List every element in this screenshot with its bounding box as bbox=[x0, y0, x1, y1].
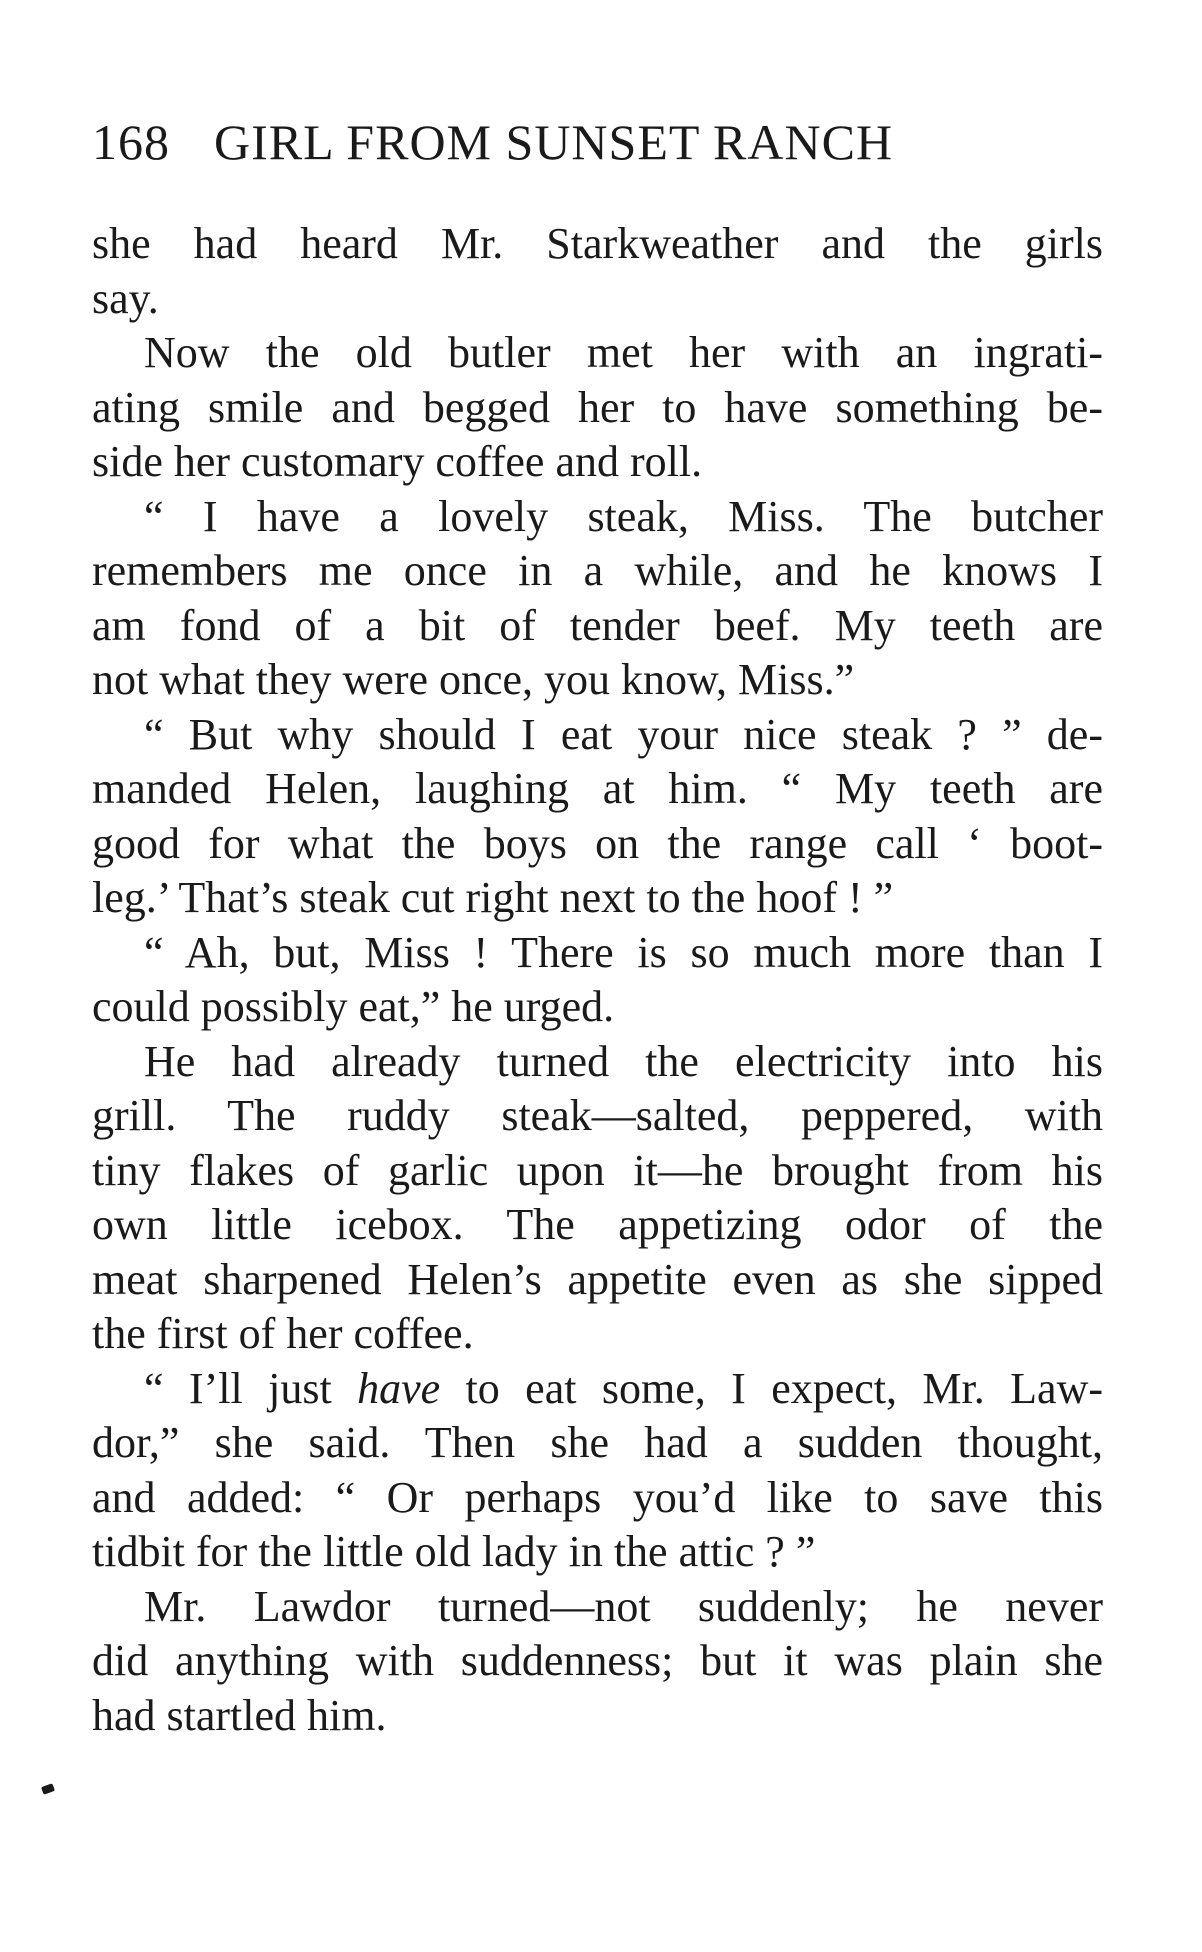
running-title: GIRL FROM SUNSET RANCH bbox=[214, 114, 894, 170]
text-line: Now the old butler met her with an ingrati- bbox=[144, 328, 1103, 377]
text-line: grill. The ruddy steak—salted, peppered, with bbox=[92, 1091, 1103, 1140]
text-line: could possibly eat,” he urged. bbox=[92, 982, 615, 1031]
text-line: meat sharpened Helen’s appetite even as she sipped bbox=[92, 1254, 1103, 1304]
text-line: the first of her coffee. bbox=[92, 1309, 474, 1358]
text-line: side her customary coffee and roll. bbox=[92, 437, 703, 486]
text-line: say. bbox=[92, 273, 159, 323]
text-line: manded Helen, laughing at him. “ My teeth are bbox=[92, 764, 1103, 813]
page-number: 168 bbox=[92, 114, 170, 170]
text-line-with-italic bbox=[92, 1362, 1103, 1417]
text-line: dor,” she said. Then she had a sudden thought, bbox=[92, 1418, 1103, 1467]
text-line: “ But why should I eat your nice steak ? ” de- bbox=[144, 709, 1103, 759]
text-line: had startled him. bbox=[92, 1690, 387, 1740]
text-line: and added: “ Or perhaps you’d like to save this bbox=[92, 1472, 1103, 1522]
text-line: “ Ah, but, Miss ! There is so much more than I bbox=[144, 927, 1103, 977]
italic-word: have bbox=[357, 1363, 441, 1413]
text-line: Mr. Lawdor turned—not suddenly; he never bbox=[144, 1581, 1103, 1631]
text-line: tidbit for the little old lady in the attic ? ” bbox=[92, 1527, 816, 1576]
text-line: own little icebox. The appetizing odor of the bbox=[92, 1200, 1103, 1249]
ink-speck bbox=[41, 1783, 55, 1795]
text-run: to eat some, I expect, Mr. Law- bbox=[440, 1363, 1104, 1413]
text-line: ating smile and begged her to have something be- bbox=[92, 382, 1103, 432]
text-line: remembers me once in a while, and he knows I bbox=[92, 546, 1103, 595]
text-line: she had heard Mr. Starkweather and the girls bbox=[92, 219, 1103, 268]
text-line: am fond of a bit of tender beef. My teeth are bbox=[92, 600, 1103, 650]
text-line: “ I have a lovely steak, Miss. The butcher bbox=[144, 491, 1103, 541]
text-line: not what they were once, you know, Miss.” bbox=[92, 655, 855, 704]
text-line: He had already turned the electricity into his bbox=[144, 1036, 1103, 1086]
text-line: did anything with suddenness; but it was plain she bbox=[92, 1636, 1103, 1685]
body-text bbox=[92, 217, 1103, 1743]
running-head bbox=[92, 112, 1112, 172]
text-line: leg.’ That’s steak cut right next to the hoof ! ” bbox=[92, 873, 894, 922]
text-run: “ I’ll just bbox=[144, 1363, 358, 1413]
text-line: good for what the boys on the range call ‘ boot- bbox=[92, 818, 1103, 868]
text-line: tiny flakes of garlic upon it—he brought from his bbox=[92, 1145, 1103, 1195]
